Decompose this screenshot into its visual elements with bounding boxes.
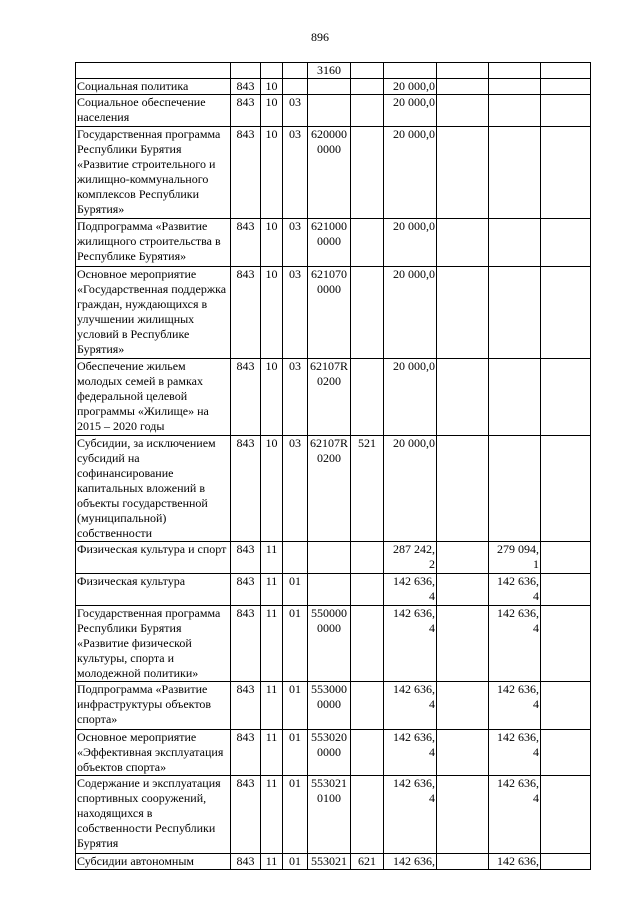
row-name: Социальное обеспечение населения <box>76 95 231 127</box>
cell-rz: 10 <box>261 267 283 359</box>
cell-sum-4 <box>541 127 591 219</box>
cell-csr <box>308 95 351 127</box>
page-number: 896 <box>311 30 329 44</box>
cell-sum-4 <box>541 63 591 79</box>
cell-rz: 10 <box>261 95 283 127</box>
cell-sum-1: 142 636, 4 <box>384 776 437 854</box>
cell-pr: 03 <box>283 359 308 436</box>
cell-sum-2 <box>437 95 489 127</box>
row-name: Государственная программа Республики Бурятия «Развитие строительного и жилищно-коммунального комплексов Республики Бурятия» <box>76 127 231 219</box>
row-name: Государственная программа Республики Бурятия «Развитие физической культуры, спорта и молодежной политики» <box>76 606 231 682</box>
cell-sum-1: 142 636, 4 <box>384 574 437 606</box>
cell-csr: 553000 0000 <box>308 682 351 730</box>
cell-sum-1 <box>384 63 437 79</box>
cell-sum-1: 20 000,0 <box>384 95 437 127</box>
cell-ved: 843 <box>231 436 261 542</box>
cell-ved: 843 <box>231 127 261 219</box>
row-name: Основное мероприятие «Государственная поддержка граждан, нуждающихся в улучшении жилищных условий в Республике Бурятия» <box>76 267 231 359</box>
cell-vr <box>351 63 384 79</box>
cell-sum-3 <box>489 359 541 436</box>
cell-pr: 03 <box>283 436 308 542</box>
cell-vr <box>351 730 384 776</box>
cell-vr <box>351 95 384 127</box>
cell-sum-3 <box>489 436 541 542</box>
cell-sum-2 <box>437 730 489 776</box>
cell-rz <box>261 63 283 79</box>
row-name: Обеспечение жильем молодых семей в рамках федеральной целевой программы «Жилище» на 2015 – 2020 годы <box>76 359 231 436</box>
cell-pr: 01 <box>283 606 308 682</box>
cell-ved: 843 <box>231 95 261 127</box>
cell-pr <box>283 542 308 574</box>
cell-sum-3 <box>489 63 541 79</box>
table-row <box>76 436 591 542</box>
cell-pr: 01 <box>283 730 308 776</box>
cell-sum-3: 142 636, 4 <box>489 730 541 776</box>
cell-csr: 3160 <box>308 63 351 79</box>
cell-sum-1: 20 000,0 <box>384 359 437 436</box>
cell-vr <box>351 776 384 854</box>
cell-rz: 11 <box>261 776 283 854</box>
cell-rz: 10 <box>261 127 283 219</box>
cell-pr: 03 <box>283 219 308 267</box>
cell-rz: 11 <box>261 854 283 870</box>
table-row <box>76 730 591 776</box>
table-row <box>76 63 591 79</box>
cell-rz: 11 <box>261 682 283 730</box>
cell-csr: 62107R 0200 <box>308 436 351 542</box>
row-name: Подпрограмма «Развитие жилищного строительства в Республике Бурятия» <box>76 219 231 267</box>
cell-csr: 553020 0000 <box>308 730 351 776</box>
cell-sum-1: 20 000,0 <box>384 219 437 267</box>
row-name: Физическая культура <box>76 574 231 606</box>
table-row <box>76 574 591 606</box>
cell-sum-4 <box>541 79 591 95</box>
cell-sum-3 <box>489 127 541 219</box>
cell-sum-2 <box>437 219 489 267</box>
cell-sum-3: 279 094, 1 <box>489 542 541 574</box>
cell-rz: 11 <box>261 730 283 776</box>
cell-rz: 10 <box>261 79 283 95</box>
cell-pr <box>283 63 308 79</box>
table-row <box>76 95 591 127</box>
cell-sum-2 <box>437 854 489 870</box>
cell-vr <box>351 606 384 682</box>
cell-sum-2 <box>437 542 489 574</box>
cell-ved: 843 <box>231 854 261 870</box>
table-row <box>76 127 591 219</box>
cell-vr <box>351 267 384 359</box>
cell-rz: 10 <box>261 436 283 542</box>
cell-sum-4 <box>541 574 591 606</box>
cell-vr <box>351 682 384 730</box>
cell-rz: 10 <box>261 359 283 436</box>
cell-sum-4 <box>541 359 591 436</box>
cell-pr: 03 <box>283 127 308 219</box>
cell-sum-4 <box>541 730 591 776</box>
cell-rz: 11 <box>261 606 283 682</box>
cell-sum-1: 20 000,0 <box>384 127 437 219</box>
table-row <box>76 359 591 436</box>
table-row <box>76 267 591 359</box>
cell-sum-1: 20 000,0 <box>384 436 437 542</box>
row-name: Субсидии автономным <box>76 854 231 870</box>
cell-sum-4 <box>541 542 591 574</box>
cell-csr: 621000 0000 <box>308 219 351 267</box>
cell-ved: 843 <box>231 574 261 606</box>
row-name: Подпрограмма «Развитие инфраструктуры объектов спорта» <box>76 682 231 730</box>
table-row <box>76 542 591 574</box>
cell-sum-2 <box>437 776 489 854</box>
cell-sum-2 <box>437 79 489 95</box>
cell-vr: 521 <box>351 436 384 542</box>
cell-sum-3 <box>489 267 541 359</box>
cell-vr <box>351 542 384 574</box>
cell-sum-2 <box>437 436 489 542</box>
budget-table <box>75 62 591 870</box>
row-name: Содержание и эксплуатация спортивных сооружений, находящихся в собственности Республики Бурятия <box>76 776 231 854</box>
cell-vr <box>351 219 384 267</box>
cell-csr: 550000 0000 <box>308 606 351 682</box>
cell-csr <box>308 79 351 95</box>
cell-vr <box>351 127 384 219</box>
cell-sum-1: 20 000,0 <box>384 267 437 359</box>
cell-pr: 01 <box>283 574 308 606</box>
row-name: Субсидии, за исключением субсидий на софинансирование капитальных вложений в объекты государственной (муниципальной) собственности <box>76 436 231 542</box>
cell-ved: 843 <box>231 267 261 359</box>
cell-pr: 01 <box>283 682 308 730</box>
cell-csr: 62107R 0200 <box>308 359 351 436</box>
cell-csr <box>308 542 351 574</box>
cell-sum-2 <box>437 606 489 682</box>
cell-ved: 843 <box>231 542 261 574</box>
cell-ved: 843 <box>231 606 261 682</box>
cell-sum-4 <box>541 436 591 542</box>
cell-sum-3 <box>489 95 541 127</box>
cell-sum-2 <box>437 127 489 219</box>
cell-sum-1: 142 636, 4 <box>384 606 437 682</box>
cell-sum-1: 20 000,0 <box>384 79 437 95</box>
cell-sum-2 <box>437 359 489 436</box>
cell-sum-1: 287 242, 2 <box>384 542 437 574</box>
cell-sum-2 <box>437 267 489 359</box>
cell-rz: 11 <box>261 542 283 574</box>
cell-sum-4 <box>541 854 591 870</box>
cell-sum-3: 142 636, 4 <box>489 776 541 854</box>
cell-sum-3 <box>489 219 541 267</box>
row-name: Социальная политика <box>76 79 231 95</box>
table-row <box>76 79 591 95</box>
cell-sum-3: 142 636, 4 <box>489 606 541 682</box>
cell-sum-1: 142 636, 4 <box>384 682 437 730</box>
row-name <box>76 63 231 79</box>
cell-pr <box>283 79 308 95</box>
table-row <box>76 219 591 267</box>
cell-ved: 843 <box>231 776 261 854</box>
cell-vr <box>351 79 384 95</box>
cell-ved <box>231 63 261 79</box>
cell-vr: 621 <box>351 854 384 870</box>
cell-sum-4 <box>541 606 591 682</box>
cell-pr: 03 <box>283 267 308 359</box>
cell-ved: 843 <box>231 219 261 267</box>
cell-rz: 10 <box>261 219 283 267</box>
cell-sum-3 <box>489 79 541 95</box>
cell-ved: 843 <box>231 730 261 776</box>
cell-ved: 843 <box>231 79 261 95</box>
table-row <box>76 854 591 870</box>
cell-vr <box>351 359 384 436</box>
table-row <box>76 776 591 854</box>
cell-sum-1: 142 636, 4 <box>384 730 437 776</box>
cell-sum-3: 142 636, <box>489 854 541 870</box>
cell-csr: 620000 0000 <box>308 127 351 219</box>
row-name: Основное мероприятие «Эффективная эксплуатация объектов спорта» <box>76 730 231 776</box>
cell-sum-2 <box>437 682 489 730</box>
cell-sum-4 <box>541 95 591 127</box>
cell-csr: 621070 0000 <box>308 267 351 359</box>
cell-sum-2 <box>437 574 489 606</box>
cell-csr: 553021 0100 <box>308 776 351 854</box>
row-name: Физическая культура и спорт <box>76 542 231 574</box>
cell-sum-4 <box>541 267 591 359</box>
cell-ved: 843 <box>231 682 261 730</box>
cell-vr <box>351 574 384 606</box>
cell-csr <box>308 574 351 606</box>
table-row <box>76 682 591 730</box>
cell-sum-2 <box>437 63 489 79</box>
cell-ved: 843 <box>231 359 261 436</box>
table-row <box>76 606 591 682</box>
cell-sum-4 <box>541 219 591 267</box>
cell-pr: 01 <box>283 854 308 870</box>
cell-pr: 01 <box>283 776 308 854</box>
cell-sum-4 <box>541 776 591 854</box>
cell-sum-4 <box>541 682 591 730</box>
cell-sum-1: 142 636, <box>384 854 437 870</box>
cell-sum-3: 142 636, 4 <box>489 574 541 606</box>
cell-csr: 553021 <box>308 854 351 870</box>
cell-pr: 03 <box>283 95 308 127</box>
cell-rz: 11 <box>261 574 283 606</box>
cell-sum-3: 142 636, 4 <box>489 682 541 730</box>
